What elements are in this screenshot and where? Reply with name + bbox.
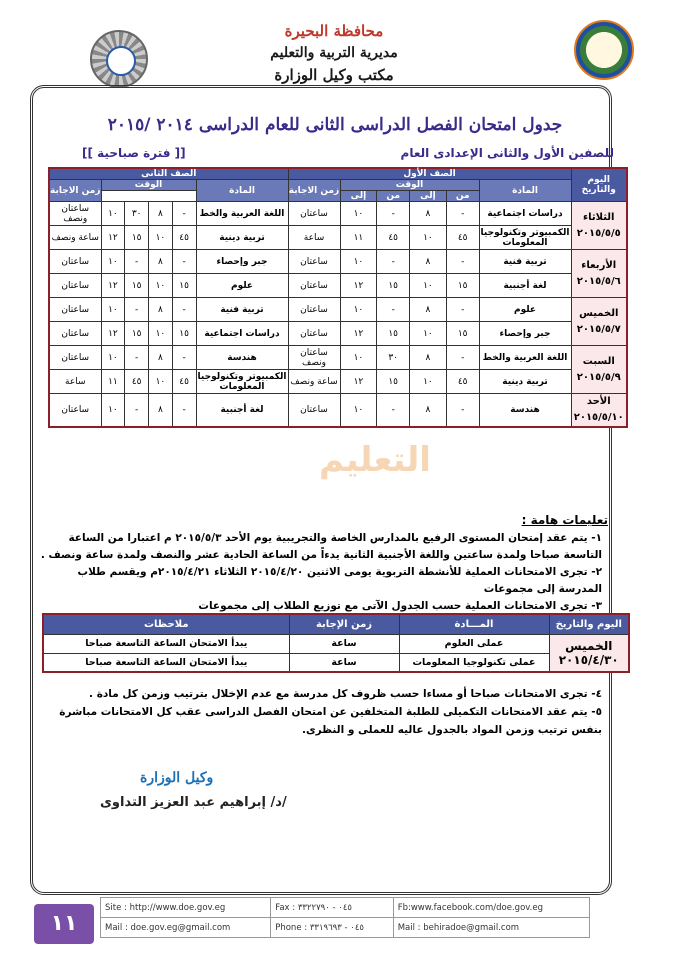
grade2-header: الصف الثانى bbox=[49, 168, 288, 180]
cell-d1: ساعتان ونصف bbox=[288, 346, 340, 370]
cell-d1: ساعتان bbox=[288, 274, 340, 298]
cell-t2s: ١٠ bbox=[101, 298, 125, 322]
directorate-name: مديرية التربية والتعليم bbox=[270, 45, 398, 61]
cell-t2s: ١٢ bbox=[101, 322, 125, 346]
day-header: اليوم والتاريخ bbox=[571, 168, 627, 202]
schedule-row bbox=[49, 322, 627, 346]
cell-d2: ساعة ونصف bbox=[49, 226, 101, 250]
cell-s2: تربية دينية bbox=[196, 226, 288, 250]
day-cell bbox=[571, 298, 627, 346]
page-number: ١١ bbox=[34, 904, 94, 944]
cell-s2: تربية فنية bbox=[196, 298, 288, 322]
cell-t2q: - bbox=[125, 394, 149, 428]
cell-f2q: - bbox=[172, 346, 196, 370]
day-date: ٢٠١٥/٥/٥ bbox=[576, 227, 621, 239]
practical-subject: عملى العلوم bbox=[399, 634, 549, 653]
cell-t2s: ١٠ bbox=[101, 394, 125, 428]
instruction-item: ٤- تجرى الامتحانات صباحا أو مساءا حسب ظروف كل مدرسة مع عدم الإخلال بترتيب وزمن كل مادة . bbox=[89, 688, 602, 700]
to-header: إلى bbox=[340, 191, 377, 202]
signature-name: /د/ إبراهيم عبد العزيز التداوى bbox=[100, 795, 287, 810]
cell-t1s: ١٠ bbox=[340, 346, 377, 370]
cell-f2s: ٨ bbox=[149, 202, 173, 226]
cell-f1q: - bbox=[446, 250, 479, 274]
cell-f1s: ١٠ bbox=[410, 370, 447, 394]
schedule-row bbox=[49, 274, 627, 298]
cell-s1: هندسة bbox=[479, 394, 571, 428]
practical-subject-header: المـــادة bbox=[399, 614, 549, 634]
cell-f2q: - bbox=[172, 250, 196, 274]
schedule-row bbox=[49, 250, 627, 274]
grade1-header: الصف الأول bbox=[288, 168, 571, 180]
grades-subtitle: للصفين الأول والثانى الإعدادى العام bbox=[400, 146, 614, 160]
practical-duration-header: زمن الإجابة bbox=[289, 614, 399, 634]
cell-f1s: ٨ bbox=[410, 298, 447, 322]
cell-d2: ساعتان bbox=[49, 394, 101, 428]
practical-duration: ساعة bbox=[289, 653, 399, 672]
cell-s1: اللغة العربية والخط bbox=[479, 346, 571, 370]
instructions-continued bbox=[36, 685, 616, 739]
cell-f2s: ١٠ bbox=[149, 322, 173, 346]
cell-f2s: ٨ bbox=[149, 394, 173, 428]
exam-schedule-table bbox=[48, 167, 628, 428]
cell-f1q: - bbox=[446, 298, 479, 322]
directorate-logo-icon bbox=[90, 30, 148, 88]
cell-t2s: ١٠ bbox=[101, 202, 125, 226]
duration-header: زمن الاجابة bbox=[49, 180, 101, 202]
cell-f2q: ٤٥ bbox=[172, 226, 196, 250]
cell-s1: الكمبيوتر وتكنولوجيا المعلومات bbox=[480, 227, 570, 248]
cell-d2: ساعتان bbox=[49, 346, 101, 370]
practical-note: يبدأ الامتحان الساعة التاسعة صباحا bbox=[43, 634, 289, 653]
day-cell bbox=[571, 394, 627, 428]
cell-t1q: ٣٠ bbox=[377, 346, 410, 370]
cell-s1: دراسات اجتماعية bbox=[479, 202, 571, 226]
cell-f2s: ٨ bbox=[149, 298, 173, 322]
day-date: ٢٠١٥/٥/٧ bbox=[576, 323, 621, 335]
practical-day bbox=[549, 634, 629, 672]
day-date: ٢٠١٥/٥/٩ bbox=[576, 371, 621, 383]
day-name: الثلاثاء bbox=[583, 211, 615, 223]
cell-d2: ساعتان bbox=[49, 274, 101, 298]
cell-t2q: - bbox=[125, 346, 149, 370]
cell-t1s: ١٠ bbox=[340, 298, 377, 322]
cell-d2: ساعتان ونصف bbox=[49, 202, 101, 226]
cell-t1s: ١٠ bbox=[340, 394, 377, 428]
cell-f1s: ١٠ bbox=[410, 322, 447, 346]
cell-t2q: - bbox=[125, 250, 149, 274]
schedule-row bbox=[49, 202, 627, 226]
cell-s2: علوم bbox=[196, 274, 288, 298]
cell-s2: هندسة bbox=[196, 346, 288, 370]
cell-f2q: ٤٥ bbox=[172, 370, 196, 394]
practical-exam-table bbox=[42, 613, 630, 673]
cell-t1q: ٤٥ bbox=[377, 226, 410, 250]
instruction-item: ٣- تجرى الامتحانات العملية حسب الجدول الآتى مع توزيع الطلاب إلى مجموعات bbox=[198, 600, 602, 612]
cell-s1: تربية دينية bbox=[479, 370, 571, 394]
cell-s2: جبر وإحصاء bbox=[196, 250, 288, 274]
cell-d2: ساعتان bbox=[49, 250, 101, 274]
cell-d1: ساعتان bbox=[288, 322, 340, 346]
cell-t2q: - bbox=[125, 298, 149, 322]
cell-t1s: ١١ bbox=[340, 226, 377, 250]
cell-f1q: ١٥ bbox=[446, 322, 479, 346]
footer-mail: Mail : doe.gov.eg@gmail.com bbox=[101, 918, 271, 938]
practical-note: يبدأ الامتحان الساعة التاسعة صباحا bbox=[43, 653, 289, 672]
cell-f1q: ١٥ bbox=[446, 274, 479, 298]
cell-f1q: ٤٥ bbox=[446, 370, 479, 394]
cell-d2: ساعة bbox=[49, 370, 101, 394]
cell-s1: جبر وإحصاء bbox=[479, 322, 571, 346]
cell-f2s: ٨ bbox=[149, 346, 173, 370]
cell-t1s: ١٢ bbox=[340, 370, 377, 394]
cell-s2: لغة أجنبية bbox=[196, 394, 288, 428]
office-name: مكتب وكيل الوزارة bbox=[274, 66, 394, 84]
cell-f2q: - bbox=[172, 394, 196, 428]
cell-d1: ساعتان bbox=[288, 394, 340, 428]
footer-contacts bbox=[100, 897, 590, 938]
cell-t2s: ١٢ bbox=[101, 226, 125, 250]
letterhead-text bbox=[234, 20, 434, 86]
cell-d1: ساعتان bbox=[288, 298, 340, 322]
day-name: الخميس bbox=[579, 307, 619, 319]
page-title: جدول امتحان الفصل الدراسى الثانى للعام الدراسى ٢٠١٤ /٢٠١٥ bbox=[107, 115, 563, 135]
cell-t1q: ١٥ bbox=[377, 370, 410, 394]
cell-t1s: ١٢ bbox=[340, 274, 377, 298]
cell-f1q: ٤٥ bbox=[446, 226, 479, 250]
cell-t2q: ١٥ bbox=[125, 226, 149, 250]
practical-day-header: اليوم والتاريخ bbox=[549, 614, 629, 634]
cell-d2: ساعتان bbox=[49, 298, 101, 322]
cell-f1q: - bbox=[446, 202, 479, 226]
footer-facebook: Fb:www.facebook.com/doe.gov.eg bbox=[393, 898, 589, 918]
time-header: الوقت bbox=[101, 180, 196, 191]
footer-fax: Fax : ٠٤٥ - ٣٣٢٢٧٩٠ bbox=[271, 898, 393, 918]
instruction-item: ٢- تجرى الامتحانات العملية للأنشطة التربوية يومى الاثنين ٢٠١٥/٤/٢٠ الثلاثاء ٢٠١٥/٤/٢١م ويقسم طلاب المدرسة إلى مجموعات bbox=[77, 566, 602, 595]
watermark-logo: التعليم bbox=[319, 440, 431, 480]
subject-header: المادة bbox=[479, 180, 571, 202]
from-header: من bbox=[377, 191, 410, 202]
cell-t1q: - bbox=[377, 250, 410, 274]
schedule-row bbox=[49, 298, 627, 322]
cell-s1: علوم bbox=[479, 298, 571, 322]
cell-f2q: - bbox=[172, 298, 196, 322]
governorate-name: محافظة البحيرة bbox=[284, 22, 384, 40]
from-header: من bbox=[446, 191, 479, 202]
cell-t2s: ١٠ bbox=[101, 346, 125, 370]
cell-f2s: ١٠ bbox=[149, 274, 173, 298]
cell-f2q: ١٥ bbox=[172, 322, 196, 346]
practical-subject: عملى تكنولوجيا المعلومات bbox=[399, 653, 549, 672]
cell-t1q: ١٥ bbox=[377, 274, 410, 298]
practical-day-name: الخميس bbox=[565, 638, 613, 653]
footer-site: Site : http://www.doe.gov.eg bbox=[101, 898, 271, 918]
day-name: السبت bbox=[582, 355, 615, 367]
cell-f1s: ٨ bbox=[410, 202, 447, 226]
schedule-row bbox=[49, 226, 627, 250]
letterhead bbox=[0, 10, 674, 90]
duration-header: زمن الاجابة bbox=[288, 180, 340, 202]
cell-d1: ساعة ونصف bbox=[288, 370, 340, 394]
day-cell bbox=[571, 250, 627, 298]
day-name: الأحد bbox=[586, 396, 611, 407]
cell-f2q: - bbox=[172, 202, 196, 226]
cell-f1s: ٨ bbox=[410, 394, 447, 428]
cell-t2q: ١٥ bbox=[125, 322, 149, 346]
day-name: الأربعاء bbox=[581, 259, 617, 271]
cell-s2: دراسات اجتماعية bbox=[196, 322, 288, 346]
cell-f1q: - bbox=[446, 394, 479, 428]
cell-t2q: ١٥ bbox=[125, 274, 149, 298]
cell-s1: تربية فنية bbox=[479, 250, 571, 274]
cell-d1: ساعتان bbox=[288, 202, 340, 226]
cell-s2: اللغة العربية والخط bbox=[196, 202, 288, 226]
cell-t1s: ١٢ bbox=[340, 322, 377, 346]
governorate-logo-icon bbox=[574, 20, 634, 80]
day-date: ٢٠١٥/٥/١٠ bbox=[573, 412, 624, 423]
cell-f1s: ٨ bbox=[410, 346, 447, 370]
cell-t2q: ٤٥ bbox=[125, 370, 149, 394]
signature-role: وكيل الوزارة bbox=[140, 770, 214, 786]
practical-duration: ساعة bbox=[289, 634, 399, 653]
cell-t1s: ١٠ bbox=[340, 202, 377, 226]
footer-mail2: Mail : behiradoe@gmail.com bbox=[393, 918, 589, 938]
instructions bbox=[36, 512, 616, 615]
session-subtitle: [[ فترة صباحية ]] bbox=[82, 146, 186, 160]
cell-s2: الكمبيوتر وتكنولوجيا المعلومات bbox=[197, 371, 287, 392]
cell-t2s: ١١ bbox=[101, 370, 125, 394]
instruction-item: ١- يتم عقد إمتحان المستوى الرفيع بالمدارس الخاصة والتجريبية يوم الأحد ٢٠١٥/٥/٣ م اعتبارا من الساعة التاسعة صباحا ولمدة ساعتين واللغة الأجنبية الثانية يدءاً من الساعة الحادية عشر والنصف ولمدة ساعة ونصف . bbox=[40, 532, 602, 561]
schedule-row bbox=[49, 346, 627, 370]
cell-d1: ساعتان bbox=[288, 250, 340, 274]
schedule-row bbox=[49, 394, 627, 428]
cell-f2s: ١٠ bbox=[149, 226, 173, 250]
cell-d2: ساعتان bbox=[49, 322, 101, 346]
cell-f2q: ١٥ bbox=[172, 274, 196, 298]
day-cell bbox=[571, 202, 627, 250]
cell-t2s: ١٢ bbox=[101, 274, 125, 298]
cell-t1q: - bbox=[377, 298, 410, 322]
cell-f1s: ١٠ bbox=[410, 226, 447, 250]
cell-t1q: - bbox=[377, 394, 410, 428]
time-header: الوقت bbox=[340, 180, 479, 191]
cell-t2q: ٣٠ bbox=[125, 202, 149, 226]
practical-date: ٢٠١٥/٤/٣٠ bbox=[558, 652, 619, 667]
instructions-title: تعليمات هامة : bbox=[521, 513, 608, 527]
cell-t1q: - bbox=[377, 202, 410, 226]
day-cell bbox=[571, 346, 627, 394]
cell-f2s: ٨ bbox=[149, 250, 173, 274]
footer-phone: Phone : ٠٤٥ - ٣٣١٩٦٩٣ bbox=[271, 918, 393, 938]
practical-notes-header: ملاحظات bbox=[43, 614, 289, 634]
day-date: ٢٠١٥/٥/٦ bbox=[576, 275, 621, 287]
cell-t1s: ١٠ bbox=[340, 250, 377, 274]
cell-f2s: ١٠ bbox=[149, 370, 173, 394]
instruction-item: ٥- يتم عقد الامتحانات التكميلى للطلبة المتخلفين عن امتحان الفصل الدراسى عقب كل الامتحانات مباشرة بنفس ترتيب وزمن المواد بالجدول عاليه للعملى و النظرى. bbox=[59, 706, 602, 736]
cell-d1: ساعة bbox=[288, 226, 340, 250]
to-header: إلى bbox=[410, 191, 447, 202]
schedule-row bbox=[49, 370, 627, 394]
cell-f1q: - bbox=[446, 346, 479, 370]
cell-s1: لغة أجنبية bbox=[479, 274, 571, 298]
cell-f1s: ١٠ bbox=[410, 274, 447, 298]
subject-header: المادة bbox=[196, 180, 288, 202]
cell-t1q: ١٥ bbox=[377, 322, 410, 346]
cell-f1s: ٨ bbox=[410, 250, 447, 274]
cell-t2s: ١٠ bbox=[101, 250, 125, 274]
